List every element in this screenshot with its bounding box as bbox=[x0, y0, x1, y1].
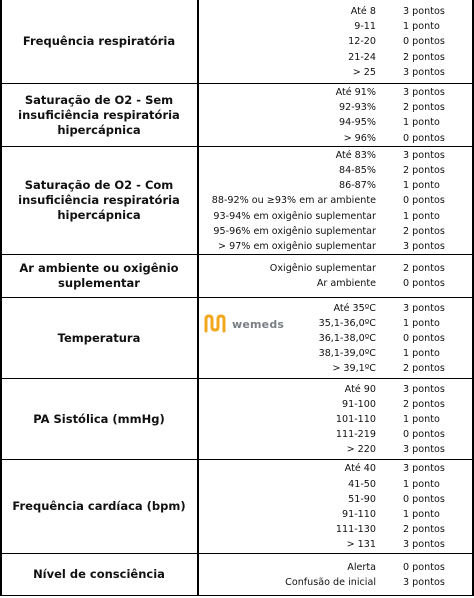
criteria-row bbox=[198, 361, 472, 376]
column-divider bbox=[472, 255, 474, 297]
criteria-points: 1 ponto bbox=[403, 210, 440, 222]
score-section bbox=[0, 0, 474, 84]
parameter-label-line: hipercápnica bbox=[57, 122, 141, 137]
criteria-points: 3 pontos bbox=[403, 463, 445, 475]
score-section bbox=[0, 554, 474, 596]
score-section bbox=[0, 298, 474, 379]
criteria-list bbox=[198, 85, 472, 146]
criteria-condition: Até 35ºC bbox=[333, 302, 376, 314]
parameter-label-line: PA Sistólica (mmHg) bbox=[33, 411, 165, 426]
parameter-label bbox=[2, 554, 196, 595]
criteria-points: 1 ponto bbox=[403, 21, 440, 33]
criteria-points: 0 pontos bbox=[403, 429, 445, 441]
criteria-row bbox=[198, 224, 472, 239]
criteria-points: 0 pontos bbox=[403, 493, 445, 505]
criteria-points: 3 pontos bbox=[403, 539, 445, 551]
criteria-condition: Até 91% bbox=[335, 87, 376, 99]
criteria-points: 3 pontos bbox=[403, 6, 445, 17]
parameter-label bbox=[2, 0, 196, 83]
criteria-row bbox=[198, 209, 472, 224]
wemeds-logo-icon bbox=[203, 314, 229, 334]
criteria-row bbox=[198, 507, 472, 522]
column-divider bbox=[472, 460, 474, 553]
criteria-condition: 91-100 bbox=[342, 398, 376, 410]
criteria-row bbox=[198, 412, 472, 427]
criteria-points: 2 pontos bbox=[403, 225, 445, 237]
criteria-list bbox=[198, 4, 472, 80]
criteria-list bbox=[198, 382, 472, 458]
criteria-condition: > 39,1ºC bbox=[332, 363, 376, 375]
criteria-row bbox=[198, 163, 472, 178]
parameter-label-line: Frequência cardíaca (bpm) bbox=[12, 499, 186, 513]
criteria-points: 1 ponto bbox=[403, 117, 440, 129]
score-section bbox=[0, 255, 474, 298]
parameter-label bbox=[2, 298, 196, 378]
criteria-list bbox=[198, 261, 472, 291]
criteria-condition: Ar ambiente bbox=[316, 278, 376, 290]
criteria-row bbox=[198, 276, 472, 291]
criteria-row bbox=[198, 442, 472, 457]
criteria-condition: 95-96% em oxigênio suplementar bbox=[213, 225, 376, 237]
criteria-condition: 21-24 bbox=[348, 51, 376, 63]
criteria-points: 2 pontos bbox=[403, 263, 445, 275]
criteria-row bbox=[198, 65, 472, 80]
criteria-list bbox=[198, 148, 472, 254]
criteria-points: 0 pontos bbox=[403, 332, 445, 344]
criteria-row bbox=[198, 477, 472, 492]
criteria-row bbox=[198, 19, 472, 34]
criteria-condition: Até 83% bbox=[335, 149, 376, 161]
criteria-points: 3 pontos bbox=[403, 383, 445, 395]
criteria-points: 0 pontos bbox=[403, 36, 445, 48]
score-section bbox=[0, 84, 474, 147]
criteria-list bbox=[198, 301, 472, 377]
criteria-condition: 111-130 bbox=[335, 524, 376, 536]
criteria-row bbox=[198, 100, 472, 115]
parameter-label-line: Ar ambiente ou oxigênio bbox=[19, 261, 179, 275]
criteria-row bbox=[198, 560, 472, 575]
criteria-condition: 94-95% bbox=[339, 117, 376, 129]
criteria-row bbox=[198, 50, 472, 65]
criteria-condition: Confusão de inicial bbox=[285, 576, 376, 588]
parameter-label-line: Saturação de O2 - Com bbox=[24, 178, 174, 192]
parameter-label bbox=[2, 379, 196, 459]
criteria-condition: 51-90 bbox=[348, 493, 376, 505]
column-divider bbox=[472, 298, 474, 378]
column-divider bbox=[472, 554, 474, 595]
criteria-condition: > 25 bbox=[352, 66, 376, 78]
parameter-label-line: insuficiência respiratória bbox=[18, 193, 180, 207]
column-divider bbox=[472, 147, 474, 254]
criteria-points: 3 pontos bbox=[403, 444, 445, 456]
criteria-points: 0 pontos bbox=[403, 561, 445, 573]
parameter-label bbox=[2, 255, 196, 297]
criteria-row bbox=[198, 575, 472, 590]
criteria-points: 1 ponto bbox=[403, 413, 440, 425]
criteria-condition: 88-92% ou ≥93% em ar ambiente bbox=[211, 195, 376, 207]
criteria-condition: > 220 bbox=[346, 444, 376, 456]
parameter-label bbox=[2, 84, 196, 146]
criteria-row bbox=[198, 492, 472, 507]
criteria-points: 3 pontos bbox=[403, 66, 445, 78]
parameter-label bbox=[2, 147, 196, 254]
criteria-condition: > 96% bbox=[343, 132, 376, 144]
criteria-row bbox=[198, 34, 472, 49]
criteria-points: 0 pontos bbox=[403, 195, 445, 207]
criteria-row bbox=[198, 522, 472, 537]
parameter-label-line: Frequência respiratória bbox=[22, 34, 176, 48]
criteria-points: 1 ponto bbox=[403, 508, 440, 520]
criteria-row bbox=[198, 346, 472, 361]
criteria-points: 2 pontos bbox=[403, 524, 445, 536]
criteria-condition: 92-93% bbox=[339, 102, 376, 114]
criteria-condition: Alerta bbox=[347, 561, 376, 573]
criteria-points: 1 ponto bbox=[403, 348, 440, 360]
criteria-list bbox=[198, 560, 472, 590]
parameter-label-line: Saturação de O2 - Sem bbox=[24, 92, 174, 107]
parameter-label-line: suplementar bbox=[58, 276, 140, 290]
criteria-points: 0 pontos bbox=[403, 278, 445, 290]
criteria-points: 3 pontos bbox=[403, 576, 445, 588]
parameter-label-line: insuficiência respiratória bbox=[18, 107, 180, 122]
criteria-row bbox=[198, 239, 472, 254]
criteria-condition: Até 40 bbox=[344, 463, 376, 475]
score-section bbox=[0, 460, 474, 554]
criteria-list bbox=[198, 461, 472, 552]
criteria-condition: > 97% em oxigênio suplementar bbox=[218, 240, 376, 252]
criteria-points: 2 pontos bbox=[403, 363, 445, 375]
wemeds-logo bbox=[203, 313, 284, 335]
criteria-row bbox=[198, 131, 472, 146]
score-section bbox=[0, 379, 474, 460]
criteria-condition: 36,1-38,0ºC bbox=[318, 332, 376, 344]
criteria-condition: 91-110 bbox=[342, 508, 376, 520]
criteria-row bbox=[198, 85, 472, 100]
criteria-row bbox=[198, 427, 472, 442]
criteria-row bbox=[198, 4, 472, 19]
criteria-condition: 41-50 bbox=[348, 478, 376, 490]
score-section bbox=[0, 147, 474, 255]
criteria-row bbox=[198, 178, 472, 193]
parameter-label bbox=[2, 460, 196, 553]
column-divider bbox=[472, 0, 474, 83]
column-divider bbox=[472, 379, 474, 459]
criteria-row bbox=[198, 397, 472, 412]
criteria-condition: 9-11 bbox=[354, 21, 376, 33]
criteria-condition: 101-110 bbox=[335, 413, 376, 425]
criteria-condition: 35,1-36,0ºC bbox=[318, 317, 376, 329]
criteria-points: 1 ponto bbox=[403, 317, 440, 329]
criteria-points: 3 pontos bbox=[403, 302, 445, 314]
criteria-condition: > 131 bbox=[346, 539, 376, 551]
criteria-points: 2 pontos bbox=[403, 164, 445, 176]
parameter-label-line: Temperatura bbox=[57, 330, 141, 345]
criteria-row bbox=[198, 261, 472, 276]
criteria-condition: Até 90 bbox=[344, 383, 376, 395]
criteria-points: 1 ponto bbox=[403, 180, 440, 192]
criteria-condition: 93-94% em oxigênio suplementar bbox=[213, 210, 376, 222]
criteria-condition: 12-20 bbox=[348, 36, 376, 48]
criteria-points: 3 pontos bbox=[403, 149, 445, 161]
criteria-condition: 38,1-39,0ºC bbox=[318, 348, 376, 360]
criteria-condition: 84-85% bbox=[339, 164, 376, 176]
criteria-condition: 86-87% bbox=[339, 180, 376, 192]
criteria-row bbox=[198, 115, 472, 130]
criteria-points: 2 pontos bbox=[403, 398, 445, 410]
parameter-label-line: Nível de consciência bbox=[33, 567, 165, 581]
criteria-points: 3 pontos bbox=[403, 87, 445, 99]
parameter-label-line: hipercápnica bbox=[57, 208, 141, 222]
criteria-row bbox=[198, 148, 472, 163]
wemeds-logo-text: wemeds bbox=[232, 317, 285, 331]
criteria-points: 0 pontos bbox=[403, 132, 445, 144]
criteria-points: 2 pontos bbox=[403, 102, 445, 114]
criteria-condition: 111-219 bbox=[335, 429, 376, 441]
criteria-row bbox=[198, 537, 472, 552]
criteria-points: 1 ponto bbox=[403, 478, 440, 490]
criteria-points: 2 pontos bbox=[403, 51, 445, 63]
criteria-row bbox=[198, 382, 472, 397]
criteria-points: 3 pontos bbox=[403, 240, 445, 252]
criteria-row bbox=[198, 461, 472, 476]
criteria-row bbox=[198, 193, 472, 208]
criteria-condition: Oxigênio suplementar bbox=[269, 263, 376, 275]
criteria-condition: Até 8 bbox=[350, 6, 376, 17]
column-divider bbox=[472, 84, 474, 146]
